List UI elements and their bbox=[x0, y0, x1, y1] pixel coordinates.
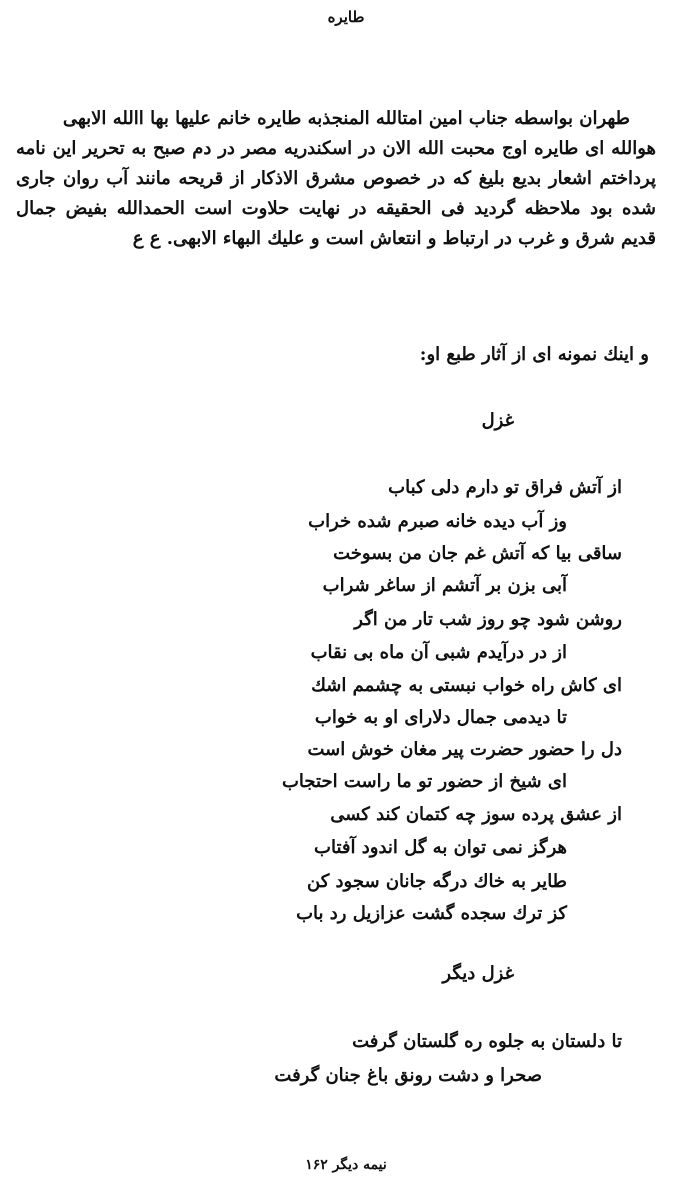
poem1-line: آبی بزن بر آتشم از ساغر شراب bbox=[322, 575, 567, 596]
poem1-line: ای کاش راه خواب نبستی به چشمم اشك bbox=[311, 675, 622, 696]
poem1-line: روشن شود چو روز شب تار من اگر bbox=[354, 609, 622, 630]
poem1-line: طایر به خاك درگه جانان سجود کن bbox=[307, 871, 567, 892]
poem1-line: از عشق پرده سوز چه کتمان کند کسی bbox=[330, 804, 622, 825]
page-footer-label: نیمه دیگر ۱۶۲ bbox=[305, 1157, 387, 1173]
poem1-line: از آتش فراق تو دارم دلی کباب bbox=[388, 477, 622, 498]
poem-heading-ghazal: غزل bbox=[481, 410, 514, 431]
poem1-line: وز آب دیده خانه صبرم شده خراب bbox=[308, 511, 567, 532]
poem2-line: صحرا و دشت رونق باغ جنان گرفت bbox=[274, 1065, 542, 1086]
poem1-line: ای شیخ از حضور تو ما راست احتجاب bbox=[281, 771, 567, 792]
poem1-line: دل را حضور حضرت پیر مغان خوش است bbox=[307, 739, 622, 760]
poem1-line: کز ترك سجده گشت عزازیل رد باب bbox=[296, 903, 567, 924]
running-header-title: طایره bbox=[327, 8, 365, 26]
poem1-line: تا دیدمی جمال دلارای او به خواب bbox=[314, 707, 567, 728]
letter-body: هوالله ای طایره اوج محبت الله الان در اسکندریه مصر در دم صبح به تحریر این نامه پرداختم اشعار بدیع بلیغ که در خصوص مشرق الاذکار از قریحه مانند آب روان جاری شده بود ملاحظه گردید فی الحقیقه در نهایت حلاوت است الحمدالله بفیض جمال قدیم شرق و غرب در ارتباط و انتعاش است و علیك البهاء الابهی. ع ع bbox=[16, 138, 656, 249]
poem-intro: و اینك نمونه ای از آثار طبع او: bbox=[419, 344, 649, 365]
tablet-letter bbox=[16, 104, 656, 254]
letter-address-line: طهران بواسطه جناب امین امتالله المنجذبه طایره خانم علیها بها االله الابهی bbox=[62, 108, 630, 129]
poem1-line: هرگز نمی توان به گل اندود آفتاب bbox=[314, 837, 567, 858]
poem-heading-ghazal-digar: غزل دیگر bbox=[442, 963, 514, 984]
poem1-line: ساقی بیا که آتش غم جان من بسوخت bbox=[333, 543, 622, 564]
poem2-line: تا دلستان به جلوه ره گلستان گرفت bbox=[352, 1031, 622, 1052]
poem1-line: از در درآیدم شبی آن ماه بی نقاب bbox=[310, 642, 567, 663]
